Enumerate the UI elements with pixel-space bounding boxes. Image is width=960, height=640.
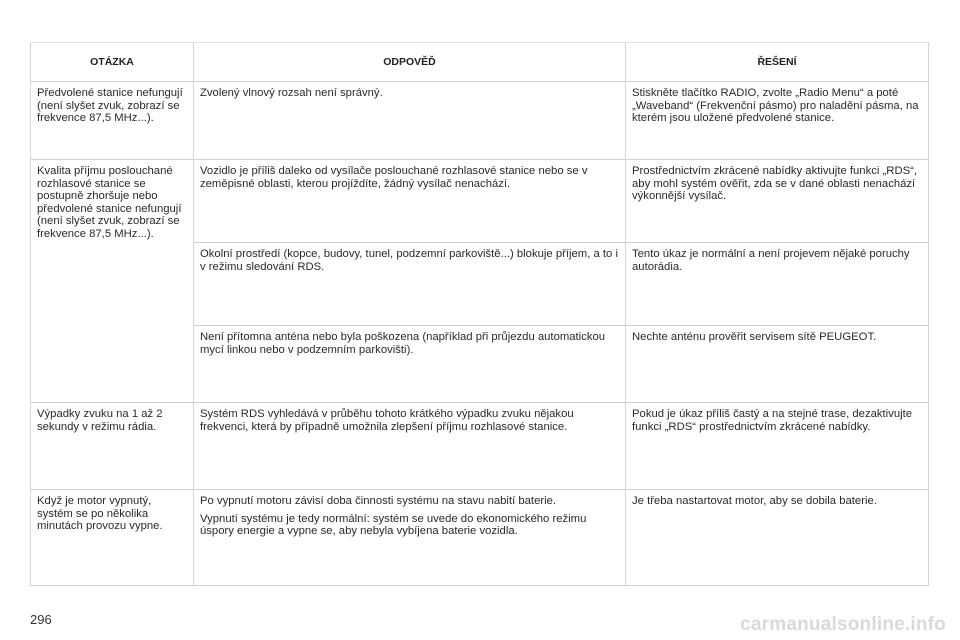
question-cell: Výpadky zvuku na 1 až 2 sekundy v režimu rádia. <box>31 403 194 490</box>
question-cell: Když je motor vypnutý, systém se po několika minutách provozu vypne. <box>31 490 194 586</box>
answer-paragraph: Po vypnutí motoru závisí doba činnosti systému na stavu nabití baterie. <box>200 495 557 507</box>
solution-cell: Je třeba nastartovat motor, aby se dobila baterie. <box>626 490 929 586</box>
question-cell: Předvolené stanice nefungují (není slyšet zvuk, zobrazí se frekvence 87,5 MHz...). <box>31 82 194 160</box>
header-solution: ŘEŠENÍ <box>626 43 929 82</box>
header-answer: ODPOVĚĎ <box>194 43 626 82</box>
answer-cell: Zvolený vlnový rozsah není správný. <box>194 82 626 160</box>
table-row <box>31 490 929 586</box>
table-row <box>31 403 929 490</box>
answer-cell: Není přítomna anténa nebo byla poškozena (například při průjezdu automatickou mycí linkou nebo v podzemním parkovišti). <box>194 326 626 403</box>
solution-cell: Tento úkaz je normální a není projevem nějaké poruchy autorádia. <box>626 243 929 326</box>
answer-paragraph: Vypnutí systému je tedy normální: systém se uvede do ekonomického režimu úspory energie a vypne se, aby nebyla vybíjena baterie vozidla. <box>200 512 587 538</box>
page-number: 296 <box>30 612 52 627</box>
table-header-row <box>31 43 929 82</box>
solution-cell: Nechte anténu prověřit servisem sítě PEUGEOT. <box>626 326 929 403</box>
solution-cell: Stiskněte tlačítko RADIO, zvolte „Radio Menu“ a poté „Waveband“ (Frekvenční pásmo) pro naladění pásma, na kterém jsou uložené předvolené stanice. <box>626 82 929 160</box>
table-row <box>31 160 929 243</box>
answer-cell <box>194 490 626 586</box>
solution-cell: Prostřednictvím zkrácené nabídky aktivujte funkci „RDS“, aby mohl systém ověřit, zda se v dané oblasti nenachází výkonnější vysílač. <box>626 160 929 243</box>
question-cell: Kvalita příjmu poslouchané rozhlasové stanice se postupně zhoršuje nebo předvolené stanice nefungují (není slyšet zvuk, zobrazí se frekvence 87,5 MHz...). <box>31 160 194 403</box>
watermark: carmanualsonline.info <box>740 614 946 635</box>
answer-cell: Vozidlo je příliš daleko od vysílače poslouchané rozhlasové stanice nebo se v zeměpisné oblasti, kterou projíždíte, žádný vysílač nenachází. <box>194 160 626 243</box>
answer-cell: Systém RDS vyhledává v průběhu tohoto krátkého výpadku zvuku nějakou frekvenci, která by případně umožnila zlepšení příjmu rozhlasové stanice. <box>194 403 626 490</box>
table-row <box>31 82 929 160</box>
header-question: OTÁZKA <box>31 43 194 82</box>
solution-cell: Pokud je úkaz příliš častý a na stejné trase, dezaktivujte funkci „RDS“ prostřednictvím zkrácené nabídky. <box>626 403 929 490</box>
answer-cell: Okolní prostředí (kopce, budovy, tunel, podzemní parkoviště...) blokuje příjem, a to i v režimu sledování RDS. <box>194 243 626 326</box>
troubleshooting-table <box>30 42 929 586</box>
